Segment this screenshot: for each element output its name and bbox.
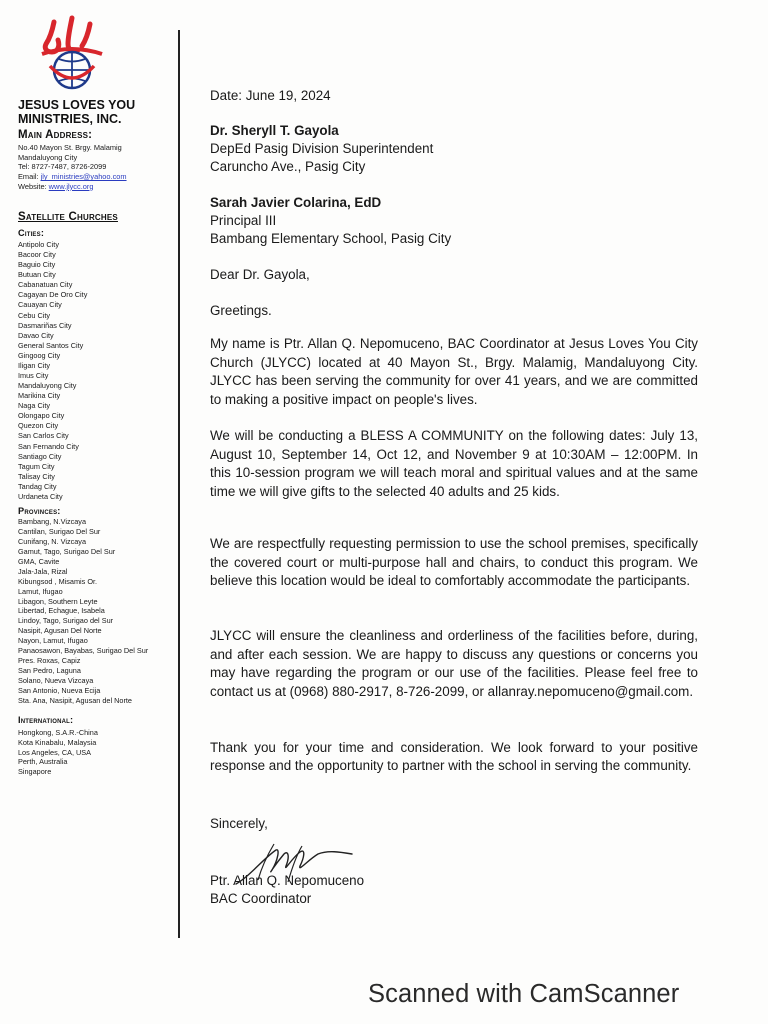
list-item: Libertad, Echague, Isabela: [18, 606, 105, 616]
cities-list: [18, 240, 178, 502]
list-item: Bacoor City: [18, 250, 56, 260]
closing: Sincerely,: [210, 816, 268, 831]
recipient1-name: Dr. Sheryll T. Gayola: [210, 123, 339, 138]
address-line: No.40 Mayon St. Brgy. Malamig: [18, 143, 122, 152]
list-item: Lamut, Ifugao: [18, 586, 63, 596]
list-item: Iligan City: [18, 360, 51, 370]
list-item: Quezon City: [18, 421, 59, 431]
provinces-list: [18, 517, 178, 706]
list-item: Cabanatuan City: [18, 280, 73, 290]
list-item: Davao City: [18, 330, 54, 340]
address-line: Mandaluyong City: [18, 152, 78, 162]
list-item: Olongapo City: [18, 411, 65, 421]
list-item: Santiago City: [18, 451, 62, 461]
jly-logo-icon: [32, 14, 112, 94]
website-label: Website:: [18, 181, 49, 191]
org-name-line2: MINISTRIES, INC.: [18, 112, 122, 126]
list-item: General Santos City: [18, 340, 84, 350]
list-item: Talisay City: [18, 471, 55, 481]
list-item: Sta. Ana, Nasipit, Agusan del Norte: [18, 695, 132, 705]
salutation: Dear Dr. Gayola,: [210, 267, 310, 282]
email-label: Email:: [18, 172, 41, 182]
list-item: Naga City: [18, 401, 51, 411]
list-item: Singapore: [18, 767, 52, 777]
address-block: [18, 143, 178, 192]
list-item: Kibungsod , Misamis Or.: [18, 576, 98, 586]
list-item: San Fernando City: [18, 441, 79, 451]
paragraph-schedule: We will be conducting a BLESS A COMMUNITY on the following dates: July 13, August 10, September 14, Oct 12, and November 9 at 10:30AM – 12:00PM. In this 10-session program we will teach moral and spiritual values and at the same time we will give gifts to the selected 40 adults and 25 kids.: [210, 428, 698, 499]
list-item: Gingoog City: [18, 350, 61, 360]
recipient2-address: Bambang Elementary School, Pasig City: [210, 231, 452, 246]
list-item: Libagon, Southern Leyte: [18, 596, 98, 606]
recipient1-title: DepEd Pasig Division Superintendent: [210, 141, 434, 156]
list-item: Imus City: [18, 371, 49, 381]
main-address-heading: Main Address:: [18, 129, 93, 141]
signatory-name: Ptr. Allan Q. Nepomuceno: [210, 873, 365, 888]
list-item: Bambang, N.Vizcaya: [18, 517, 87, 526]
list-item: Perth, Australia: [18, 757, 68, 767]
list-item: Butuan City: [18, 270, 56, 280]
vertical-divider: [178, 30, 180, 938]
org-name-line1: JESUS LOVES YOU: [18, 98, 136, 112]
website-line: [18, 182, 178, 192]
recipient1-address: Caruncho Ave., Pasig City: [210, 159, 366, 174]
cities-heading: Cities:: [18, 228, 45, 238]
provinces-heading: Provinces:: [18, 506, 61, 516]
signatory-title: BAC Coordinator: [210, 891, 312, 906]
website-link[interactable]: www.jlycc.org: [48, 181, 94, 191]
address-line: Tel: 8727-7487, 8726-2099: [18, 162, 107, 172]
list-item: Los Angeles, CA, USA: [18, 747, 92, 757]
email-line: [18, 172, 178, 182]
paragraph-intro: My name is Ptr. Allan Q. Nepomuceno, BAC Coordinator at Jesus Loves You City Church (JLYCC) located at 40 Mayon St., Brgy. Malamig, Mandaluyong City. JLYCC has been serving the community for over 41 years, and we are committed to making a positive impact on people's lives.: [210, 336, 698, 407]
recipient2-title: Principal III: [210, 213, 277, 228]
list-item: San Antonio, Nueva Ecija: [18, 685, 101, 695]
list-item: Urdaneta City: [18, 491, 63, 501]
list-item: San Carlos City: [18, 431, 69, 441]
list-item: Dasmariñas City: [18, 320, 72, 330]
list-item: Antipolo City: [18, 240, 59, 249]
list-item: Cauayan City: [18, 300, 62, 310]
letter-date: Date: June 19, 2024: [210, 88, 331, 103]
list-item: Hongkong, S.A.R.-China: [18, 728, 98, 737]
international-heading: International:: [18, 715, 74, 725]
list-item: Kota Kinabalu, Malaysia: [18, 737, 97, 747]
org-name: [18, 98, 178, 126]
signature-icon: [228, 836, 358, 896]
list-item: Mandaluyong City: [18, 381, 77, 391]
list-item: Nasipit, Agusan Del Norte: [18, 626, 102, 636]
list-item: Cunifang, N. Vizcaya: [18, 536, 87, 546]
recipient2-name: Sarah Javier Colarina, EdD: [210, 195, 382, 210]
email-link[interactable]: jly_ministries@yahoo.com: [40, 172, 127, 182]
list-item: Tagum City: [18, 461, 55, 471]
list-item: Cantilan, Surigao Del Sur: [18, 526, 101, 536]
greeting: Greetings.: [210, 303, 272, 318]
list-item: Panaosawon, Bayabas, Surigao Del Sur: [18, 646, 149, 656]
list-item: GMA, Cavite: [18, 556, 60, 566]
list-item: Solano, Nueva Vizcaya: [18, 676, 94, 685]
list-item: San Pedro, Laguna: [18, 666, 81, 676]
list-item: Nayon, Lamut, Ifugao: [18, 636, 88, 646]
list-item: Lindoy, Tago, Surigao del Sur: [18, 616, 114, 626]
list-item: Cagayan De Oro City: [18, 290, 88, 300]
list-item: Gamut, Tago, Surigao Del Sur: [18, 546, 116, 556]
camscanner-watermark: Scanned with CamScanner: [368, 980, 680, 1008]
paragraph-request: We are respectfully requesting permission to use the school premises, specifically the covered court or multi-purpose hall and chairs, to conduct this program. We believe this location would be ideal to comfortably accommodate the participants.: [210, 536, 698, 589]
list-item: Tandag City: [18, 481, 57, 491]
list-item: Pres. Roxas, Capiz: [18, 656, 81, 666]
satellite-churches-heading: Satellite Churches: [18, 211, 118, 223]
international-list: [18, 728, 178, 777]
paragraph-assurance: JLYCC will ensure the cleanliness and orderliness of the facilities before, during, and after each session. We are happy to discuss any questions or concerns you may have regarding the program or our use of the facilities. Please feel free to contact us at (0968) 880-2917, 8-726-2099, or allanray.nepomuceno@gmail.com.: [210, 628, 698, 699]
list-item: Baguio City: [18, 260, 56, 270]
list-item: Cebu City: [18, 310, 51, 320]
list-item: Marikina City: [18, 391, 61, 401]
paragraph-thanks: Thank you for your time and consideration. We look forward to your positive response and the opportunity to partner with the school in serving the community.: [210, 740, 698, 774]
list-item: Jala-Jala, Rizal: [18, 566, 68, 576]
